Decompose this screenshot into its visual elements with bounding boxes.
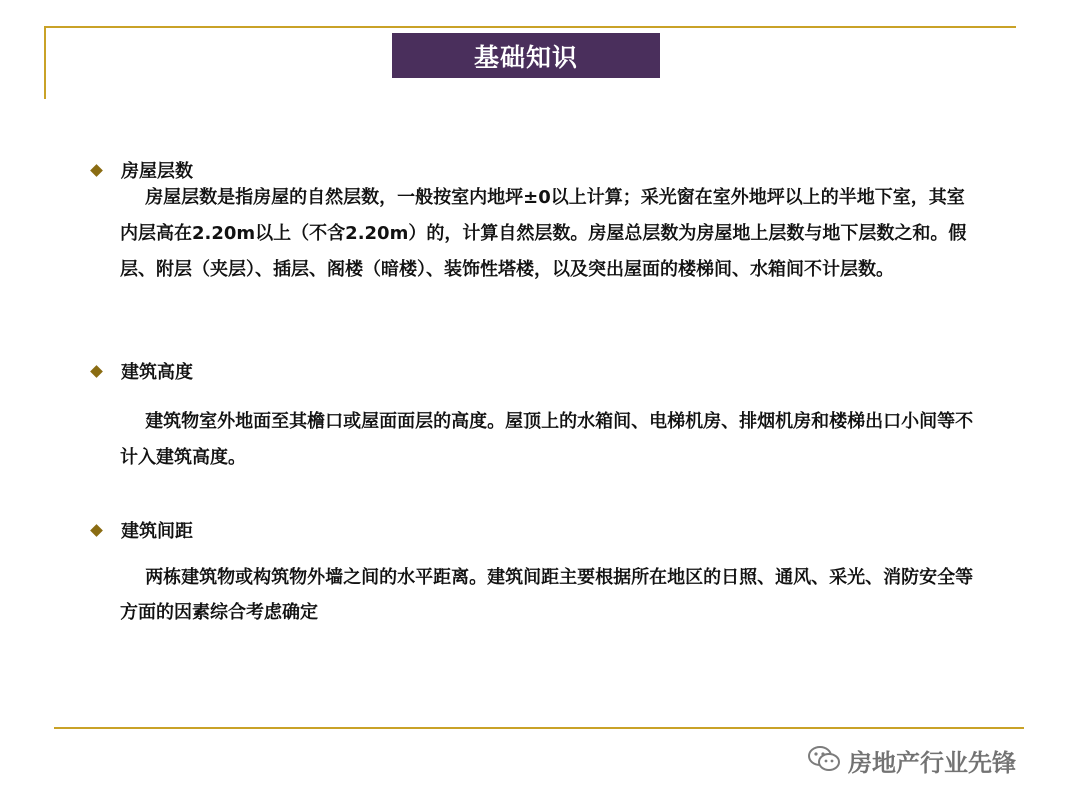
section-heading: [88, 358, 988, 384]
section-floor-count: [88, 157, 988, 288]
page-title: 基础知识: [473, 42, 578, 72]
section-title: 房屋层数: [121, 161, 193, 182]
top-rule: [44, 26, 1016, 28]
wechat-icon: [806, 744, 842, 778]
section-heading: [88, 517, 988, 543]
section-building-spacing: [88, 517, 988, 630]
section-body: 房屋层数是指房屋的自然层数，一般按室内地坪±0以上计算；采光窗在室外地坪以上的半地下室，其室内层高在2.20m以上（不含2.20m）的，计算自然层数。房屋总层数为房屋地上层数与地下层数之和。假层、附层（夹层）、插层、阁楼（暗楼）、装饰性塔楼，以及突出屋面的楼梯间、水箱间不计层数。: [120, 187, 967, 280]
section-title: 建筑间距: [121, 521, 193, 542]
section-body: 两栋建筑物或构筑物外墙之间的水平距离。建筑间距主要根据所在地区的日照、通风、采光、消防安全等方面的因素综合考虑确定: [120, 567, 974, 623]
left-rule: [44, 26, 46, 99]
section-building-height: [88, 358, 988, 476]
section-title: 建筑高度: [121, 362, 193, 383]
watermark-text: 房地产行业先锋: [848, 749, 1016, 777]
diamond-bullet-icon: [90, 365, 103, 378]
section-body: 建筑物室外地面至其檐口或屋面面层的高度。屋顶上的水箱间、电梯机房、排烟机房和楼梯出口小间等不计入建筑高度。: [120, 411, 974, 468]
diamond-bullet-icon: [90, 164, 103, 177]
diamond-bullet-icon: [90, 524, 103, 537]
bottom-rule: [54, 727, 1024, 729]
title-banner: [392, 33, 660, 78]
watermark: [806, 743, 1016, 778]
